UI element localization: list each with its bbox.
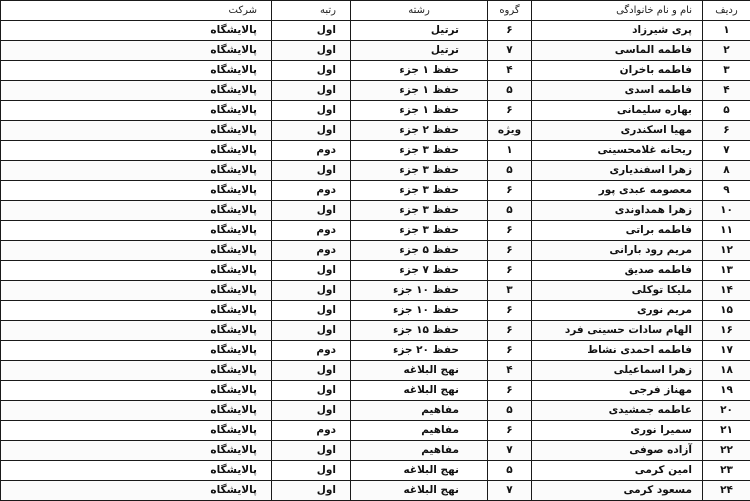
table-row	[1, 481, 750, 501]
cell-group: ۴	[488, 361, 532, 381]
cell-rank: اول	[272, 281, 351, 301]
cell-company: پالایشگاه	[1, 461, 272, 481]
cell-field: حفظ ۳ جزء	[351, 221, 488, 241]
table-row	[1, 161, 750, 181]
cell-company: پالایشگاه	[1, 181, 272, 201]
cell-rank: دوم	[272, 181, 351, 201]
cell-rank: دوم	[272, 221, 351, 241]
cell-group: ۴	[488, 61, 532, 81]
cell-company: پالایشگاه	[1, 41, 272, 61]
cell-group: ۵	[488, 401, 532, 421]
cell-name: فاطمه الماسی	[532, 41, 703, 61]
cell-rank: اول	[272, 201, 351, 221]
cell-index: ۱۰	[703, 201, 750, 221]
header-name: نام و نام خانوادگی	[532, 1, 703, 21]
cell-index: ۳	[703, 61, 750, 81]
cell-company: پالایشگاه	[1, 361, 272, 381]
cell-index: ۲۴	[703, 481, 750, 501]
cell-company: پالایشگاه	[1, 261, 272, 281]
cell-group: ۷	[488, 41, 532, 61]
cell-index: ۲۰	[703, 401, 750, 421]
cell-group: ۱	[488, 141, 532, 161]
cell-index: ۱۲	[703, 241, 750, 261]
cell-company: پالایشگاه	[1, 241, 272, 261]
table-row	[1, 61, 750, 81]
cell-index: ۸	[703, 161, 750, 181]
cell-index: ۱۸	[703, 361, 750, 381]
cell-group: ۶	[488, 421, 532, 441]
cell-field: ترتیل	[351, 41, 488, 61]
cell-name: امین کرمی	[532, 461, 703, 481]
cell-group: ۶	[488, 21, 532, 41]
cell-index: ۱	[703, 21, 750, 41]
cell-group: ۶	[488, 181, 532, 201]
cell-index: ۶	[703, 121, 750, 141]
cell-group: ۶	[488, 221, 532, 241]
cell-index: ۱۱	[703, 221, 750, 241]
table-row	[1, 421, 750, 441]
cell-company: پالایشگاه	[1, 201, 272, 221]
table-row	[1, 221, 750, 241]
cell-rank: دوم	[272, 241, 351, 261]
cell-rank: اول	[272, 121, 351, 141]
cell-field: حفظ ۳ جزء	[351, 201, 488, 221]
cell-field: نهج البلاغه	[351, 461, 488, 481]
cell-field: ترتیل	[351, 21, 488, 41]
cell-name: فاطمه باخران	[532, 61, 703, 81]
cell-group: ۵	[488, 201, 532, 221]
cell-name: مهیا اسکندری	[532, 121, 703, 141]
cell-group: ۶	[488, 381, 532, 401]
cell-index: ۹	[703, 181, 750, 201]
cell-company: پالایشگاه	[1, 281, 272, 301]
cell-index: ۱۶	[703, 321, 750, 341]
cell-rank: اول	[272, 321, 351, 341]
table-row	[1, 301, 750, 321]
cell-group: ۶	[488, 341, 532, 361]
cell-name: بهاره سلیمانی	[532, 101, 703, 121]
cell-rank: اول	[272, 61, 351, 81]
table-row	[1, 81, 750, 101]
cell-group: ویژه	[488, 121, 532, 141]
table-row	[1, 401, 750, 421]
table-row	[1, 281, 750, 301]
cell-company: پالایشگاه	[1, 381, 272, 401]
cell-field: نهج البلاغه	[351, 381, 488, 401]
cell-field: حفظ ۱ جزء	[351, 61, 488, 81]
cell-company: پالایشگاه	[1, 161, 272, 181]
table-row	[1, 441, 750, 461]
header-group: گروه	[488, 1, 532, 21]
cell-rank: دوم	[272, 341, 351, 361]
cell-name: زهرا همداوندی	[532, 201, 703, 221]
table-row	[1, 101, 750, 121]
cell-field: حفظ ۱ جزء	[351, 81, 488, 101]
cell-index: ۴	[703, 81, 750, 101]
cell-group: ۷	[488, 481, 532, 501]
cell-company: پالایشگاه	[1, 441, 272, 461]
table-row	[1, 341, 750, 361]
cell-company: پالایشگاه	[1, 61, 272, 81]
cell-name: فاطمه براتی	[532, 221, 703, 241]
cell-name: الهام سادات حسینی فرد	[532, 321, 703, 341]
cell-field: مفاهیم	[351, 441, 488, 461]
cell-group: ۷	[488, 441, 532, 461]
cell-rank: دوم	[272, 421, 351, 441]
cell-field: حفظ ۵ جزء	[351, 241, 488, 261]
cell-field: حفظ ۱۰ جزء	[351, 301, 488, 321]
table-row	[1, 261, 750, 281]
cell-name: ملیکا توکلی	[532, 281, 703, 301]
cell-company: پالایشگاه	[1, 121, 272, 141]
cell-name: مریم رود بارانی	[532, 241, 703, 261]
cell-group: ۶	[488, 301, 532, 321]
cell-rank: اول	[272, 161, 351, 181]
cell-index: ۲۳	[703, 461, 750, 481]
table-row	[1, 321, 750, 341]
cell-index: ۱۴	[703, 281, 750, 301]
cell-company: پالایشگاه	[1, 301, 272, 321]
cell-company: پالایشگاه	[1, 321, 272, 341]
cell-name: مسعود کرمی	[532, 481, 703, 501]
cell-rank: اول	[272, 301, 351, 321]
cell-group: ۶	[488, 101, 532, 121]
cell-index: ۱۹	[703, 381, 750, 401]
cell-name: ریحانه غلامحسینی	[532, 141, 703, 161]
cell-rank: اول	[272, 261, 351, 281]
cell-name: زهرا اسماعیلی	[532, 361, 703, 381]
cell-field: حفظ ۷ جزء	[351, 261, 488, 281]
cell-field: حفظ ۳ جزء	[351, 141, 488, 161]
cell-group: ۶	[488, 261, 532, 281]
cell-field: مفاهیم	[351, 401, 488, 421]
cell-name: فاطمه احمدی نشاط	[532, 341, 703, 361]
cell-group: ۵	[488, 461, 532, 481]
cell-field: نهج البلاغه	[351, 481, 488, 501]
cell-company: پالایشگاه	[1, 21, 272, 41]
header-company: شرکت	[1, 1, 272, 21]
cell-index: ۱۳	[703, 261, 750, 281]
cell-name: معصومه عبدی پور	[532, 181, 703, 201]
cell-name: زهرا اسفندیاری	[532, 161, 703, 181]
cell-company: پالایشگاه	[1, 101, 272, 121]
table-row	[1, 461, 750, 481]
cell-field: مفاهیم	[351, 421, 488, 441]
cell-company: پالایشگاه	[1, 221, 272, 241]
cell-field: حفظ ۳ جزء	[351, 181, 488, 201]
cell-group: ۳	[488, 281, 532, 301]
cell-rank: اول	[272, 481, 351, 501]
cell-company: پالایشگاه	[1, 401, 272, 421]
cell-company: پالایشگاه	[1, 481, 272, 501]
cell-name: مریم نوری	[532, 301, 703, 321]
cell-rank: اول	[272, 401, 351, 421]
cell-name: آزاده صوفی	[532, 441, 703, 461]
table-row	[1, 361, 750, 381]
cell-company: پالایشگاه	[1, 341, 272, 361]
cell-group: ۵	[488, 161, 532, 181]
cell-index: ۵	[703, 101, 750, 121]
cell-index: ۲	[703, 41, 750, 61]
cell-field: حفظ ۲۰ جزء	[351, 341, 488, 361]
cell-name: سمیرا نوری	[532, 421, 703, 441]
cell-group: ۵	[488, 81, 532, 101]
cell-field: حفظ ۲ جزء	[351, 121, 488, 141]
table-row	[1, 141, 750, 161]
cell-name: فاطمه صدیق	[532, 261, 703, 281]
table-row	[1, 41, 750, 61]
cell-field: حفظ ۱ جزء	[351, 101, 488, 121]
cell-field: نهج البلاغه	[351, 361, 488, 381]
cell-rank: اول	[272, 381, 351, 401]
table-row	[1, 181, 750, 201]
cell-rank: اول	[272, 361, 351, 381]
cell-company: پالایشگاه	[1, 421, 272, 441]
header-row	[1, 1, 750, 21]
cell-group: ۶	[488, 321, 532, 341]
cell-rank: اول	[272, 461, 351, 481]
cell-field: حفظ ۱۰ جزء	[351, 281, 488, 301]
cell-name: مهناز فرجی	[532, 381, 703, 401]
cell-rank: اول	[272, 441, 351, 461]
cell-rank: دوم	[272, 141, 351, 161]
cell-rank: اول	[272, 41, 351, 61]
cell-rank: اول	[272, 81, 351, 101]
table-row	[1, 381, 750, 401]
cell-index: ۲۱	[703, 421, 750, 441]
cell-field: حفظ ۱۵ جزء	[351, 321, 488, 341]
cell-field: حفظ ۳ جزء	[351, 161, 488, 181]
cell-company: پالایشگاه	[1, 141, 272, 161]
cell-company: پالایشگاه	[1, 81, 272, 101]
cell-rank: اول	[272, 101, 351, 121]
header-index: ردیف	[703, 1, 750, 21]
cell-name: پری شیرزاد	[532, 21, 703, 41]
cell-index: ۱۵	[703, 301, 750, 321]
table-row	[1, 21, 750, 41]
header-field: رشته	[351, 1, 488, 21]
cell-index: ۱۷	[703, 341, 750, 361]
cell-index: ۲۲	[703, 441, 750, 461]
table-row	[1, 121, 750, 141]
table-row	[1, 201, 750, 221]
cell-rank: اول	[272, 21, 351, 41]
cell-index: ۷	[703, 141, 750, 161]
table-row	[1, 241, 750, 261]
cell-name: عاطمه جمشیدی	[532, 401, 703, 421]
header-rank: رتبه	[272, 1, 351, 21]
cell-name: فاطمه اسدی	[532, 81, 703, 101]
cell-group: ۶	[488, 241, 532, 261]
